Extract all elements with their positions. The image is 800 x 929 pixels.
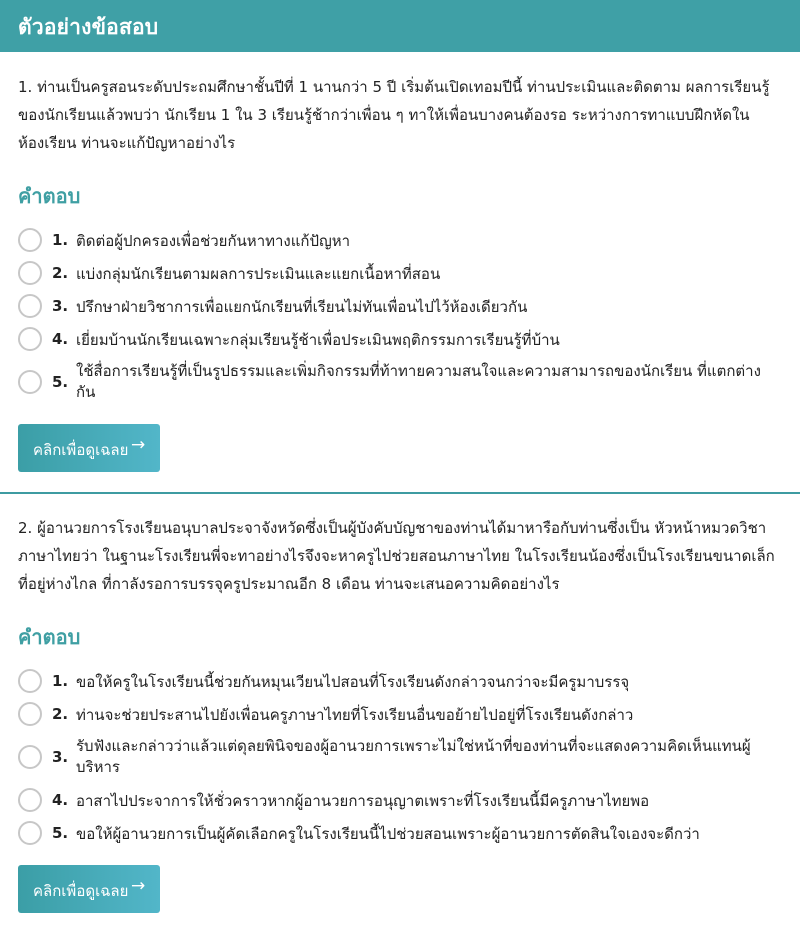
arrow-right-icon: →	[131, 435, 146, 455]
radio-button[interactable]	[18, 702, 42, 726]
option-number: 2.	[52, 705, 69, 723]
option-number: 3.	[52, 297, 69, 315]
answer-option-3[interactable]	[18, 737, 788, 776]
question-text: 2. ผู้อานวยการโรงเรียนอนุบาลประจาจังหวัดซึ่งเป็นผู้บังคับบัญชาของท่านได้มาหารือกับท่านซึ่งเป็น หัวหน้าหมวดวิชาภาษาไทยว่า ในฐานะโรงเรียนพี่จะทาอย่างไรจึงจะหาครูไปช่วยสอนภาษาไทย ในโรงเรียนน้องซึ่งเป็นโรงเรียนขนาดเล็กที่อยู่ห่างไกล ที่กาลังรอการบรรจุครูประมาณอีก 8 เดือน ท่านจะเสนอความคิดอย่างไร	[18, 519, 775, 593]
answer-heading: คำตอบ	[18, 184, 81, 208]
radio-button[interactable]	[18, 327, 42, 351]
answer-heading: คำตอบ	[18, 625, 81, 649]
radio-button[interactable]	[18, 788, 42, 812]
answer-option-2[interactable]	[18, 261, 788, 285]
option-text: ติดต่อผู้ปกครองเพื่อช่วยกันหาทางแก้ปัญหา	[76, 232, 351, 250]
option-text: รับฟังและกล่าวว่าแล้วแต่ดุลยพินิจของผู้อานวยการเพราะไม่ใช่หน้าที่ของท่านที่จะแสดงความคิดเห็นแทนผู้บริหาร	[76, 737, 751, 776]
answer-option-3[interactable]	[18, 294, 788, 318]
radio-button[interactable]	[18, 669, 42, 693]
option-text: ท่านจะช่วยประสานไปยังเพื่อนครูภาษาไทยที่โรงเรียนอื่นขอย้ายไปอยู่ที่โรงเรียนดังกล่าว	[76, 706, 634, 724]
arrow-right-icon: →	[131, 876, 146, 896]
answer-option-1[interactable]	[18, 669, 788, 693]
radio-button[interactable]	[18, 228, 42, 252]
radio-button[interactable]	[18, 294, 42, 318]
option-number: 4.	[52, 791, 69, 809]
question-text: 1. ท่านเป็นครูสอนระดับประถมศึกษาชั้นปีที่ 1 นานกว่า 5 ปี เริ่มต้นเปิดเทอมปีนี้ ท่านประเมินและติดตาม ผลการเรียนรู้ของนักเรียนแล้วพบว่า นักเรียน 1 ใน 3 เรียนรู้ช้ากว่าเพื่อน ๆ ทาให้เพื่อนบางคนต้องรอ ระหว่างการทาแบบฝึกหัดในห้องเรียน ท่านจะแก้ปัญหาอย่างไร	[18, 78, 770, 152]
answer-option-1[interactable]	[18, 228, 788, 252]
answer-option-5[interactable]	[18, 821, 788, 845]
show-answer-button[interactable]	[18, 865, 160, 913]
option-number: 1.	[52, 672, 69, 690]
radio-button[interactable]	[18, 370, 42, 394]
section-divider	[0, 492, 800, 494]
option-number: 5.	[52, 824, 69, 842]
option-text: อาสาไปประจาการให้ชั่วคราวหากผู้อานวยการอนุญาตเพราะที่โรงเรียนนี้มีครูภาษาไทยพอ	[76, 792, 650, 810]
show-answer-button[interactable]	[18, 424, 160, 472]
answer-option-2[interactable]	[18, 702, 788, 726]
option-text: แบ่งกลุ่มนักเรียนตามผลการประเมินและแยกเนื้อหาที่สอน	[76, 265, 441, 283]
option-number: 3.	[52, 748, 69, 766]
radio-button[interactable]	[18, 261, 42, 285]
show-answer-button-label: คลิกเพื่อดูเฉลย	[33, 441, 129, 459]
option-text: ขอให้ผู้อานวยการเป็นผู้คัดเลือกครูในโรงเรียนนี้ไปช่วยสอนเพราะผู้อานวยการตัดสินใจเองจะดีกว่า	[76, 825, 700, 843]
option-text: ใช้สื่อการเรียนรู้ที่เป็นรูปธรรมและเพิ่มกิจกรรมที่ท้าทายความสนใจและความสามารถของนักเรียน ที่แตกต่างกัน	[76, 362, 761, 401]
show-answer-button-label: คลิกเพื่อดูเฉลย	[33, 882, 129, 900]
radio-button[interactable]	[18, 821, 42, 845]
answer-option-4[interactable]	[18, 788, 788, 812]
option-number: 1.	[52, 231, 69, 249]
option-number: 2.	[52, 264, 69, 282]
option-text: ขอให้ครูในโรงเรียนนี้ช่วยกันหมุนเวียนไปสอนที่โรงเรียนดังกล่าวจนกว่าจะมีครูมาบรรจุ	[76, 673, 630, 691]
answer-option-4[interactable]	[18, 327, 788, 351]
page-title: ตัวอย่างข้อสอบ	[18, 15, 159, 39]
page-header	[0, 0, 800, 52]
option-number: 5.	[52, 373, 69, 391]
radio-button[interactable]	[18, 745, 42, 769]
option-text: เยี่ยมบ้านนักเรียนเฉพาะกลุ่มเรียนรู้ช้าเพื่อประเมินพฤติกรรมการเรียนรู้ที่บ้าน	[76, 331, 560, 349]
option-number: 4.	[52, 330, 69, 348]
option-text: ปรึกษาฝ่ายวิชาการเพื่อแยกนักเรียนที่เรียนไม่ทันเพื่อนไปไว้ห้องเดียวกัน	[76, 298, 528, 316]
answer-option-5[interactable]	[18, 362, 788, 401]
